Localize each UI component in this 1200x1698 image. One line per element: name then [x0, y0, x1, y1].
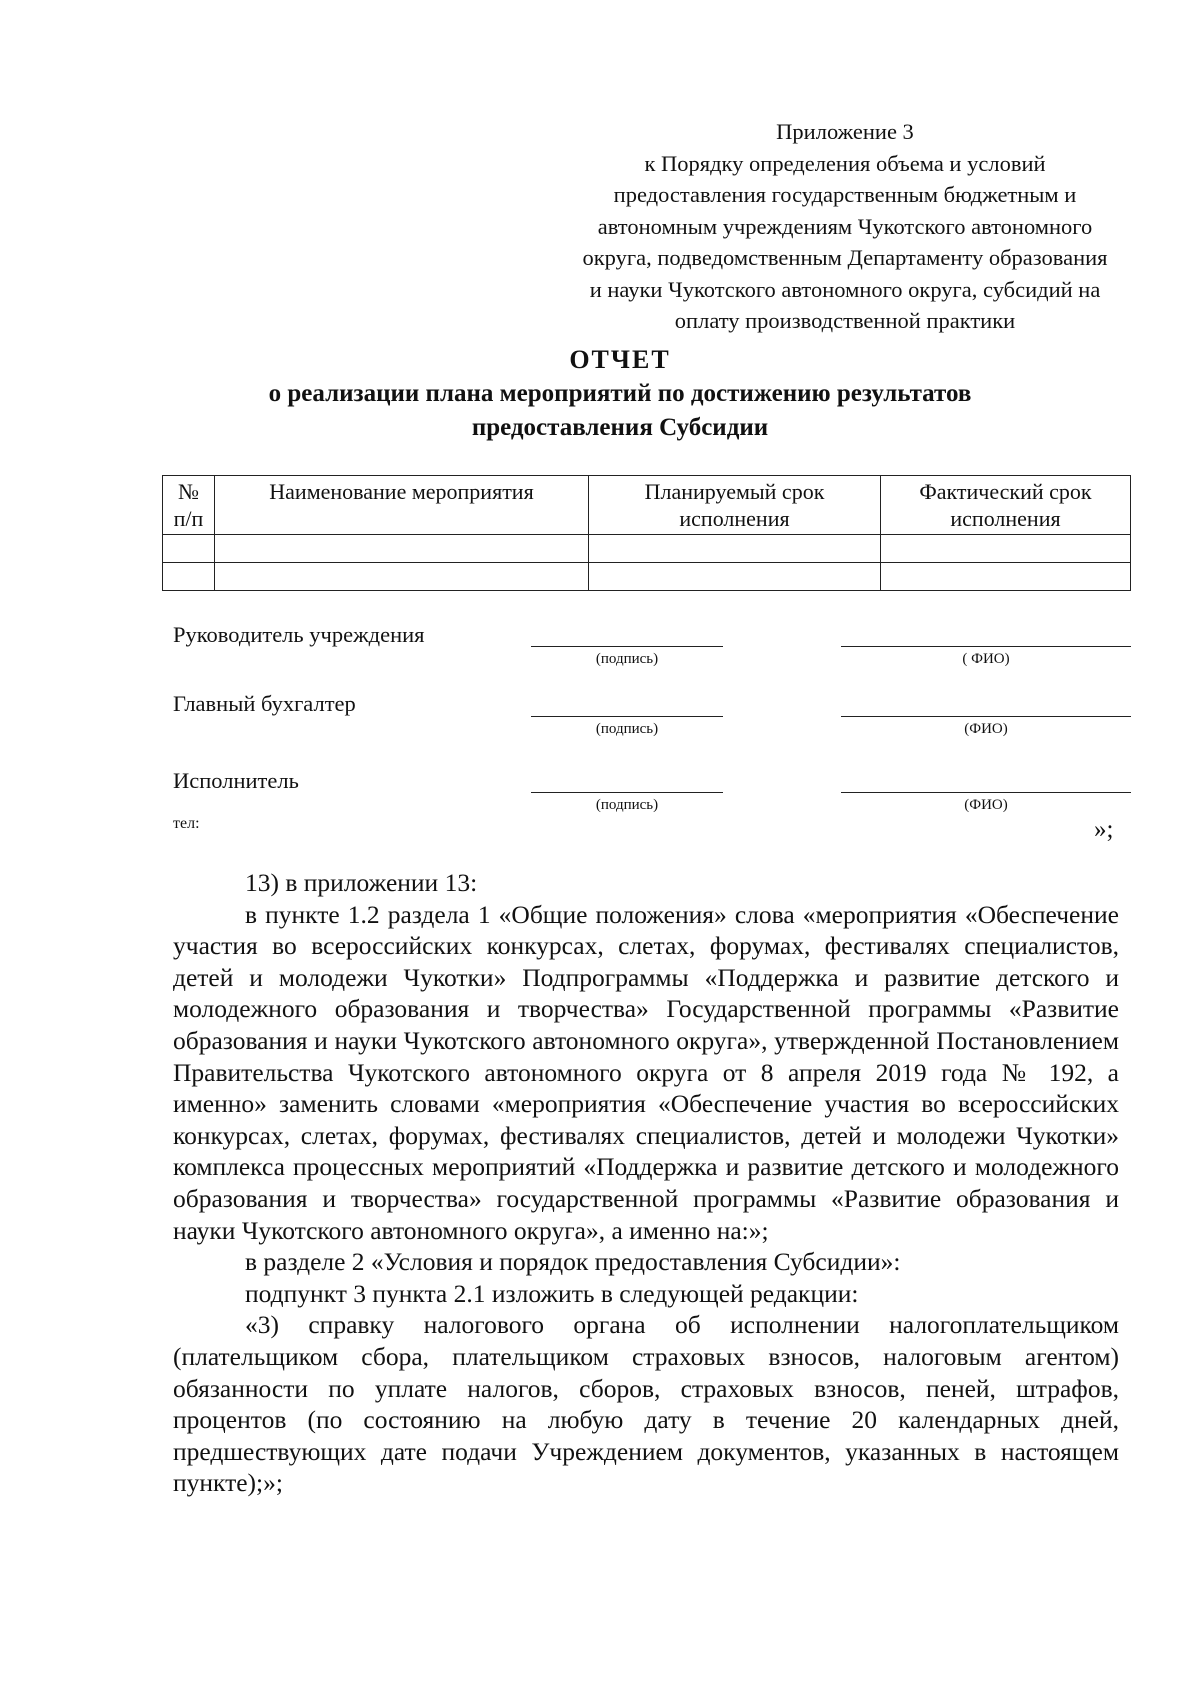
report-subtitle-line-2: предоставления Субсидии [471, 414, 769, 441]
appendix-line: округа, подведомственным Департаменту образования [582, 245, 1108, 270]
table-cell [589, 535, 881, 563]
fio-line-accountant [841, 716, 1131, 717]
appendix-line: оплату производственной практики [674, 308, 1016, 333]
header-event-name: Наименование мероприятия [215, 476, 589, 535]
body-text [173, 867, 1119, 1499]
body-paragraph: 13) в приложении 13: [245, 868, 478, 897]
fio-caption-executor: (ФИО) [964, 797, 1008, 813]
signature-label-accountant: Главный бухгалтер [173, 691, 356, 716]
table-cell [215, 535, 589, 563]
table-cell [163, 535, 215, 563]
signature-label-head: Руководитель учреждения [173, 622, 425, 647]
body-paragraph: в пункте 1.2 раздела 1 «Общие положения» слова «мероприятия «Обеспечение участия во всероссийских конкурсах, слетах, форумах, фестивалях специалистов, детей и молодежи Чукотки» Подпрограммы «Поддержка и развитие детского и молодежного образования и творчества» Государственной программы «Развитие образования и науки Чукотского автономного округа», утвержденной Постановлением Правительства Чукотского автономного округа от 8 апреля 2019 года № 192, а именно» заменить словами «мероприятия «Обеспечение участия во всероссийских конкурсах, слетах, форумах, фестивалях специалистов, детей и молодежи Чукотки» комплекса процессных мероприятий «Поддержка и развитие детского и молодежного образования и творчества» государственной программы «Развитие образования и науки Чукотского автономного округа», а именно на:»; [173, 899, 1119, 1245]
table-header-row [163, 476, 1131, 535]
appendix-line: Приложение 3 [776, 119, 914, 144]
body-paragraph: в разделе 2 «Условия и порядок предоставления Субсидии»: [245, 1247, 901, 1277]
table-cell [589, 563, 881, 591]
signature-line-head [531, 646, 723, 647]
body-paragraph: «3) справку налогового органа об исполнении налогоплательщиком (плательщиком сбора, плательщиком страховых взносов, налоговым агентом) обязанности по уплате налогов, сборов, страховых взносов, пеней, штрафов, процентов (по состоянию на любую дату в течение 20 календарных дней, предшествующих дате подачи Учреждением документов, указанных в настоящем пункте);»; [173, 1310, 1119, 1498]
table-cell [215, 563, 589, 591]
appendix-line: предоставления государственным бюджетным и [613, 182, 1077, 207]
table-cell [163, 563, 215, 591]
header-planned-deadline: Планируемый срок исполнения [589, 476, 881, 535]
fio-line-executor [841, 792, 1131, 793]
fio-caption-accountant: (ФИО) [964, 721, 1008, 737]
signature-caption-accountant: (подпись) [595, 721, 659, 737]
header-actual-deadline: Фактический срок исполнения [881, 476, 1131, 535]
body-paragraph: подпункт 3 пункта 2.1 изложить в следующей редакции: [245, 1278, 859, 1308]
fio-line-head [841, 646, 1131, 647]
table-cell [881, 535, 1131, 563]
appendix-line: и науки Чукотского автономного округа, субсидий на [589, 276, 1101, 302]
closing-quote: »; [1094, 816, 1114, 843]
report-table [162, 475, 1131, 591]
table-cell [881, 563, 1131, 591]
phone-label: тел: [173, 815, 200, 832]
report-subtitle-line-1: о реализации плана мероприятий по достижению результатов [268, 380, 972, 407]
signature-label-executor: Исполнитель [173, 768, 299, 793]
appendix-line: к Порядку определения объема и условий [644, 150, 1046, 176]
appendix-line: автономным учреждениям Чукотского автономного [597, 213, 1093, 239]
signature-caption-executor: (подпись) [595, 797, 659, 813]
header-number: № п/п [163, 476, 215, 535]
fio-caption-head: ( ФИО) [962, 651, 1010, 667]
table-row [163, 563, 1131, 591]
signature-caption-head: (подпись) [595, 651, 659, 667]
signature-line-executor [531, 792, 723, 793]
appendix-reference-block [555, 116, 1135, 337]
signature-line-accountant [531, 716, 723, 717]
table-row [163, 535, 1131, 563]
report-title: ОТЧЕТ [569, 345, 671, 374]
